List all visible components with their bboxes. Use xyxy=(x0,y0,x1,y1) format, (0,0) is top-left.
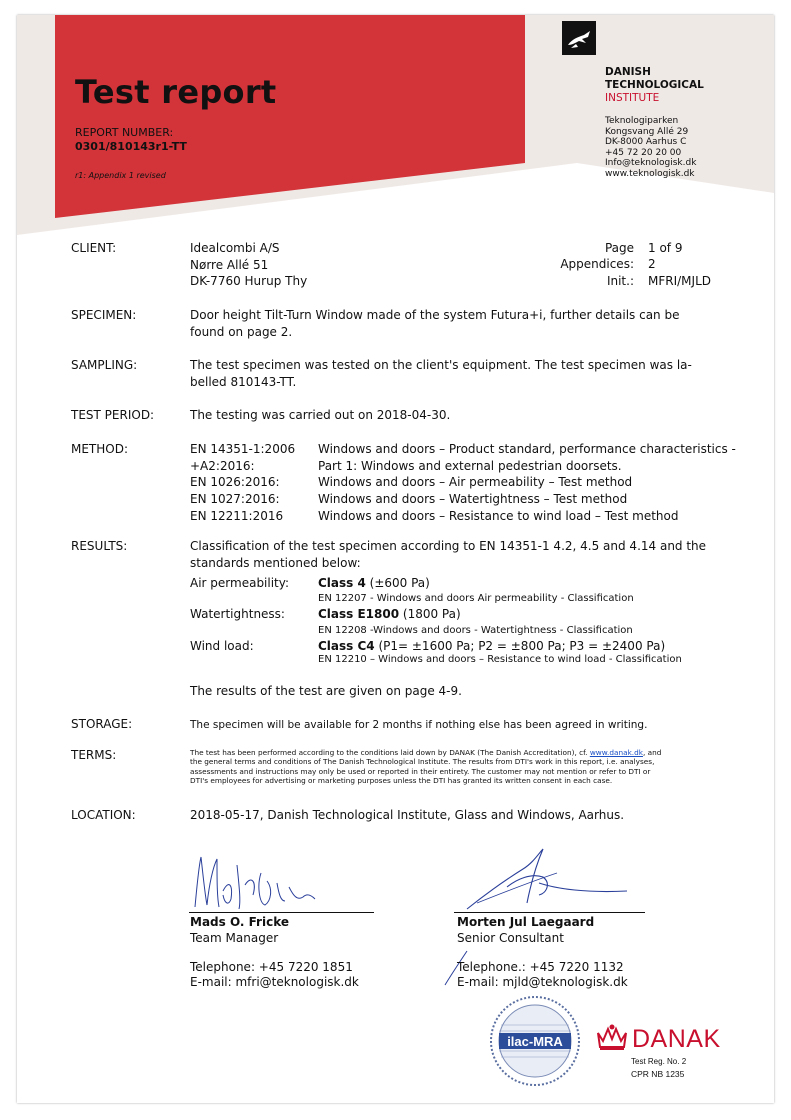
init-value: MFRI/MJLD xyxy=(648,274,711,288)
test-period-text: The testing was carried out on 2018-04-30. xyxy=(190,408,451,422)
method-code: EN 12211:2016 xyxy=(190,509,284,523)
appendices-value: 2 xyxy=(648,257,656,271)
sampling-label: SAMPLING: xyxy=(71,358,138,372)
result-class: Class C4 (P1= ±1600 Pa; P2 = ±800 Pa; P3 = ±2400 Pa) xyxy=(318,639,666,653)
page-label: Page xyxy=(604,241,634,255)
danak-text: DANAK xyxy=(632,1025,721,1053)
method-description: Windows and doors – Resistance to wind load – Test method xyxy=(318,509,679,523)
result-name: Watertightness: xyxy=(190,607,285,621)
specimen-label: SPECIMEN: xyxy=(71,308,137,322)
signature-line xyxy=(189,912,374,913)
test-reg-number: Test Reg. No. 2 xyxy=(631,1057,687,1066)
result-name: Wind load: xyxy=(190,639,254,653)
terms-label: TERMS: xyxy=(71,748,117,762)
method-code: +A2:2016: xyxy=(190,459,255,473)
result-name: Air permeability: xyxy=(190,576,290,590)
sampling-text: The test specimen was tested on the client's equipment. The test specimen was la- belled 810143-TT. xyxy=(190,358,692,389)
method-code: EN 1027:2016: xyxy=(190,492,280,506)
test-report-page xyxy=(17,15,774,1103)
signature-line xyxy=(454,912,645,913)
location-text: 2018-05-17, Danish Technological Institute, Glass and Windows, Aarhus. xyxy=(190,808,625,822)
storage-text: The specimen will be available for 2 months if nothing else has been agreed in writing. xyxy=(190,719,648,731)
method-description: Windows and doors – Product standard, performance characteristics - xyxy=(318,442,736,456)
report-title: Test report xyxy=(75,73,277,111)
signatory-name: Mads O. Fricke xyxy=(190,915,289,929)
test-period-label: TEST PERIOD: xyxy=(71,408,155,422)
dti-logo-icon xyxy=(562,21,596,55)
method-code: EN 14351-1:2006 xyxy=(190,442,296,456)
method-description: Part 1: Windows and external pedestrian doorsets. xyxy=(318,459,622,473)
results-label: RESULTS: xyxy=(71,539,128,553)
client-address: Idealcombi A/S Nørre Allé 51 DK-7760 Hurup Thy xyxy=(190,241,308,288)
signatory-title: Senior Consultant xyxy=(457,931,564,945)
storage-label: STORAGE: xyxy=(71,717,133,731)
init-label: Init.: xyxy=(606,274,634,288)
terms-text: The test has been performed according to the conditions laid down by DANAK (The Danish Accreditation), cf. www.danak.dk, and the general terms and conditions of The Danish Technological Institute. The results from DTI's work in this report, i.e. analyses, assessments and instructions may only be used or reported in their entirety. The customer may not mention or refer to DTI or DTI's employees for advertising or marketing purposes unless the DTI has granted its written consent in each case. xyxy=(190,748,662,785)
client-label: CLIENT: xyxy=(71,241,117,255)
method-label: METHOD: xyxy=(71,442,129,456)
result-standard: EN 12208 -Windows and doors - Watertightness - Classification xyxy=(318,625,633,636)
report-number: 0301/810143r1-TT xyxy=(75,140,187,153)
results-intro: Classification of the test specimen according to EN 14351-1 4.2, 4.5 and 4.14 and the standards mentioned below: xyxy=(190,539,707,570)
location-label: LOCATION: xyxy=(71,808,136,822)
result-standard: EN 12210 – Windows and doors – Resistance to wind load - Classification xyxy=(318,654,682,665)
signatory-email: E-mail: mfri@teknologisk.dk xyxy=(190,975,359,989)
signature-fricke xyxy=(187,845,327,915)
method-description: Windows and doors – Watertightness – Test method xyxy=(318,492,628,506)
signatory-email: E-mail: mjld@teknologisk.dk xyxy=(457,975,628,989)
signature-laegaard xyxy=(447,843,647,913)
result-class: Class 4 (±600 Pa) xyxy=(318,576,430,590)
method-code: EN 1026:2016: xyxy=(190,475,280,489)
signatory-title: Team Manager xyxy=(190,931,279,945)
institute-email: Info@teknologisk.dk xyxy=(605,158,697,168)
result-class: Class E1800 (1800 Pa) xyxy=(318,607,461,621)
signatory-phone: Telephone.: +45 7220 1132 xyxy=(457,960,624,974)
institute-address: Teknologiparken Kongsvang Allé 29 DK-8000 Aarhus C +45 72 20 20 00 Info@teknologisk.dk www.teknologisk.dk xyxy=(605,116,697,179)
institute-website: www.teknologisk.dk xyxy=(605,168,695,179)
institute-name: DANISH TECHNOLOGICAL INSTITUTE xyxy=(605,66,704,104)
header-red-panel xyxy=(55,15,525,218)
results-footer: The results of the test are given on page 4-9. xyxy=(190,684,462,698)
result-standard: EN 12207 - Windows and doors Air permeability - Classification xyxy=(318,593,634,604)
signatory-name: Morten Jul Laegaard xyxy=(457,915,595,929)
revision-note: r1: Appendix 1 revised xyxy=(75,171,166,180)
danak-logo xyxy=(595,1019,725,1083)
cpr-nb-number: CPR NB 1235 xyxy=(631,1069,685,1079)
danak-link[interactable]: www.danak.dk xyxy=(589,748,643,757)
page-value: 1 of 9 xyxy=(648,241,683,255)
ilac-text: ilac-MRA xyxy=(507,1034,563,1049)
report-number-label: REPORT NUMBER: xyxy=(75,126,174,139)
ilac-mra-logo-icon xyxy=(489,995,581,1087)
specimen-text: Door height Tilt-Turn Window made of the system Futura+i, further details can be found on page 2. xyxy=(190,308,680,339)
signatory-phone: Telephone: +45 7220 1851 xyxy=(190,960,353,974)
appendices-label: Appendices: xyxy=(560,257,634,271)
method-description: Windows and doors – Air permeability – Test method xyxy=(318,475,633,489)
crown-icon xyxy=(595,1023,629,1051)
